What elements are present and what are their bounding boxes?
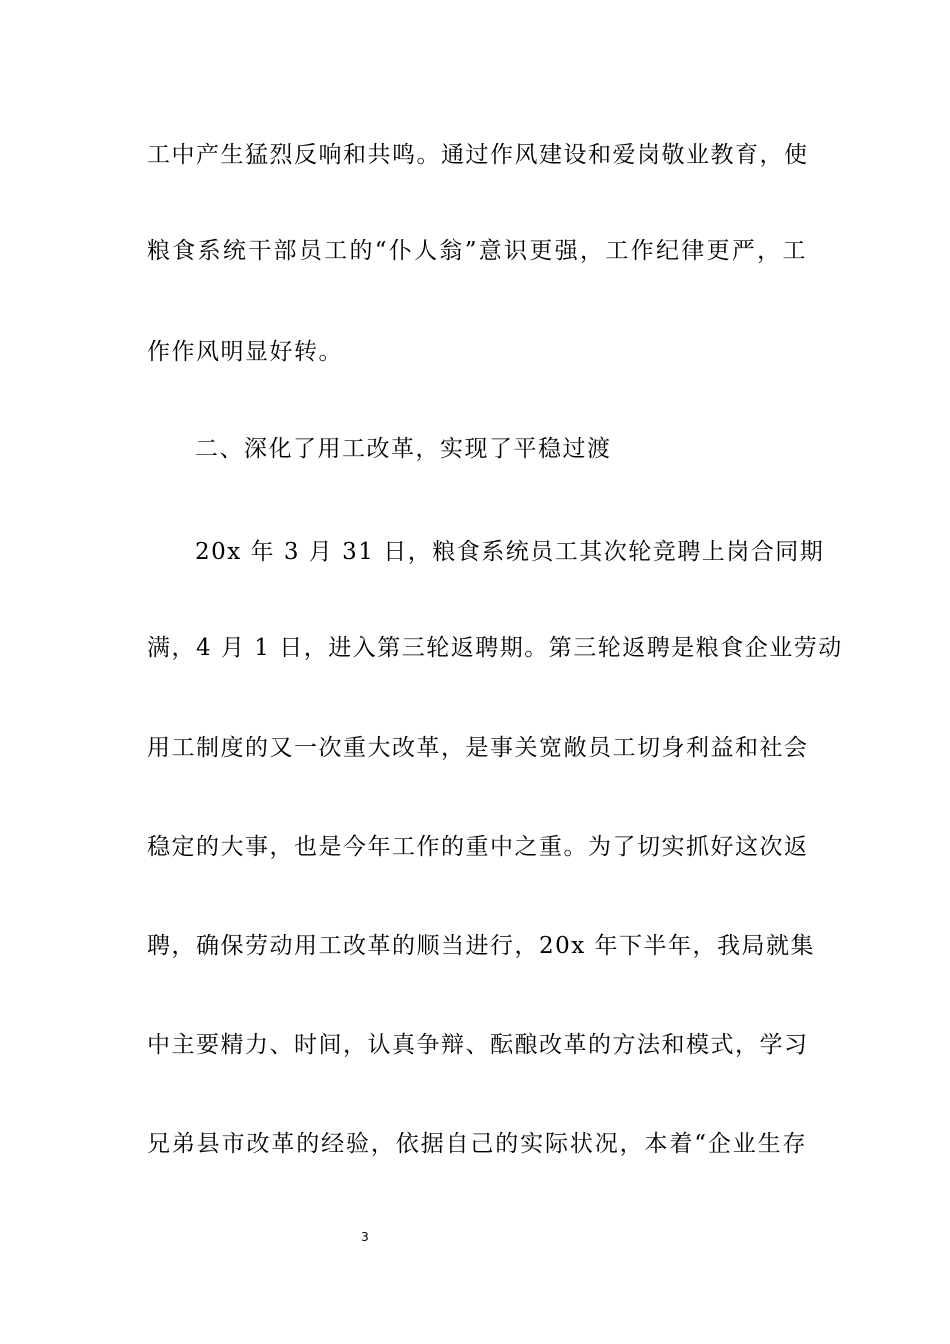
paragraph-line-7: 用工制度的又一次重大改革，是事关宽敞员工切身利益和社会 bbox=[147, 735, 809, 761]
paragraph-line-2: 粮食系统干部员工的“仆人翁”意识更强，工作纪律更严，工 bbox=[147, 238, 807, 264]
paragraph-line-11: 兄弟县市改革的经验，依据自己的实际状况，本着“企业生存 bbox=[147, 1131, 807, 1157]
paragraph-line-9: 聘，确保劳动用工改革的顺当进行，20x 年下半年，我局就集 bbox=[147, 933, 816, 959]
page-number: 3 bbox=[361, 1230, 369, 1244]
paragraph-line-10: 中主要精力、时间，认真争辩、酝酿改革的方法和模式，学习 bbox=[147, 1032, 809, 1058]
paragraph-line-1: 工中产生猛烈反响和共鸣。通过作风建设和爱岗敬业教育，使 bbox=[147, 142, 809, 168]
section-heading: 二、深化了用工改革，实现了平稳过渡 bbox=[195, 436, 612, 462]
paragraph-line-5: 20x 年 3 月 31 日，粮食系统员工其次轮竞聘上岗合同期 bbox=[195, 539, 825, 565]
paragraph-line-3: 作作风明显好转。 bbox=[147, 339, 343, 365]
paragraph-line-8: 稳定的大事，也是今年工作的重中之重。为了切实抓好这次返 bbox=[147, 834, 809, 860]
paragraph-line-6: 满，4 月 1 日，进入第三轮返聘期。第三轮返聘是粮食企业劳动 bbox=[147, 635, 843, 661]
